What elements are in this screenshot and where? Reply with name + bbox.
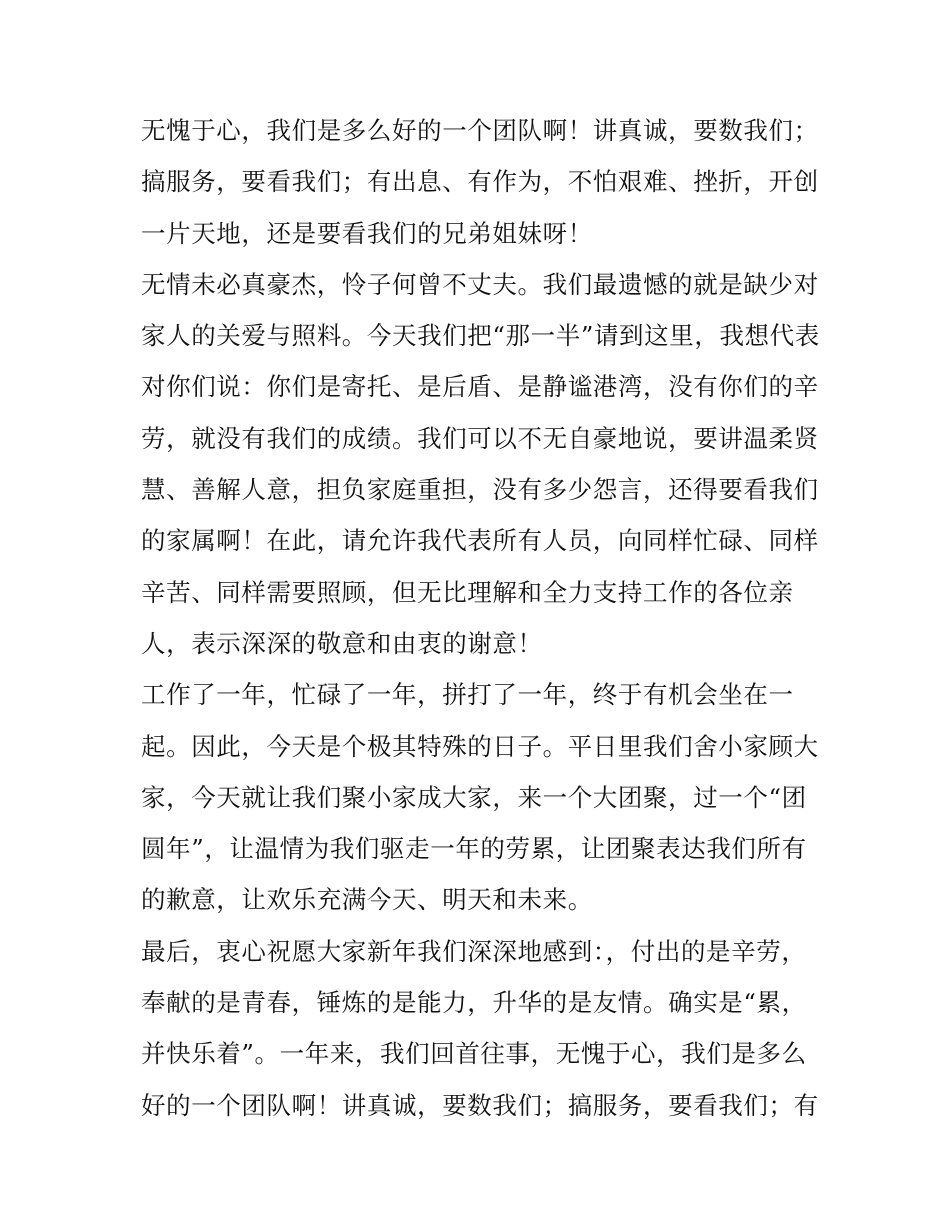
text-line: 无愧于心，我们是多么好的一个团队啊！讲真诚，要数我们； bbox=[141, 116, 819, 145]
document-body bbox=[141, 105, 821, 1131]
text-line: 好的一个团队啊！讲真诚，要数我们；搞服务，要看我们；有 bbox=[141, 1090, 819, 1120]
text-line: 人，表示深深的敬意和由衷的谢意！ bbox=[141, 628, 543, 658]
text-line: 奉献的是青春，锤炼的是能力，升华的是友情。确实是“累， bbox=[141, 988, 807, 1018]
text-line: 工作了一年，忙碌了一年，拼打了一年，终于有机会坐在一 bbox=[141, 680, 794, 710]
text-line: 并快乐着”。一年来，我们回首往事，无愧于心，我们是多么 bbox=[141, 1039, 807, 1069]
text-line: 对你们说：你们是寄托、是后盾、是静谧港湾，没有你们的辛 bbox=[141, 372, 819, 402]
text-line: 家，今天就让我们聚小家成大家，来一个大团聚，过一个“团 bbox=[141, 782, 807, 812]
text-line: 一片天地，还是要看我们的兄弟姐妹呀！ bbox=[141, 218, 593, 248]
text-line: 慧、善解人意，担负家庭重担，没有多少怨言，还得要看我们 bbox=[141, 475, 819, 505]
text-line: 圆年”，让温情为我们驱走一年的劳累，让团聚表达我们所有 bbox=[141, 834, 807, 864]
text-line: 最后，衷心祝愿大家新年我们深深地感到：，付出的是辛劳， bbox=[141, 936, 807, 966]
text-line: 搞服务，要看我们；有出息、有作为，不怕艰难、挫折，开创 bbox=[141, 167, 819, 197]
text-line: 无情未必真豪杰，怜子何曾不丈夫。我们最遗憾的就是缺少对 bbox=[141, 269, 819, 299]
text-line: 的家属啊！在此，请允许我代表所有人员，向同样忙碌、同样 bbox=[141, 526, 819, 556]
text-line: 家人的关爱与照料。今天我们把“那一半”请到这里，我想代表 bbox=[141, 321, 820, 351]
text-line: 起。因此，今天是个极其特殊的日子。平日里我们舍小家顾大 bbox=[141, 731, 819, 761]
text-line: 劳，就没有我们的成绩。我们可以不无自豪地说，要讲温柔贤 bbox=[141, 423, 819, 453]
text-line: 的歉意，让欢乐充满今天、明天和未来。 bbox=[141, 885, 593, 915]
text-line: 辛苦、同样需要照顾，但无比理解和全力支持工作的各位亲 bbox=[141, 577, 794, 607]
